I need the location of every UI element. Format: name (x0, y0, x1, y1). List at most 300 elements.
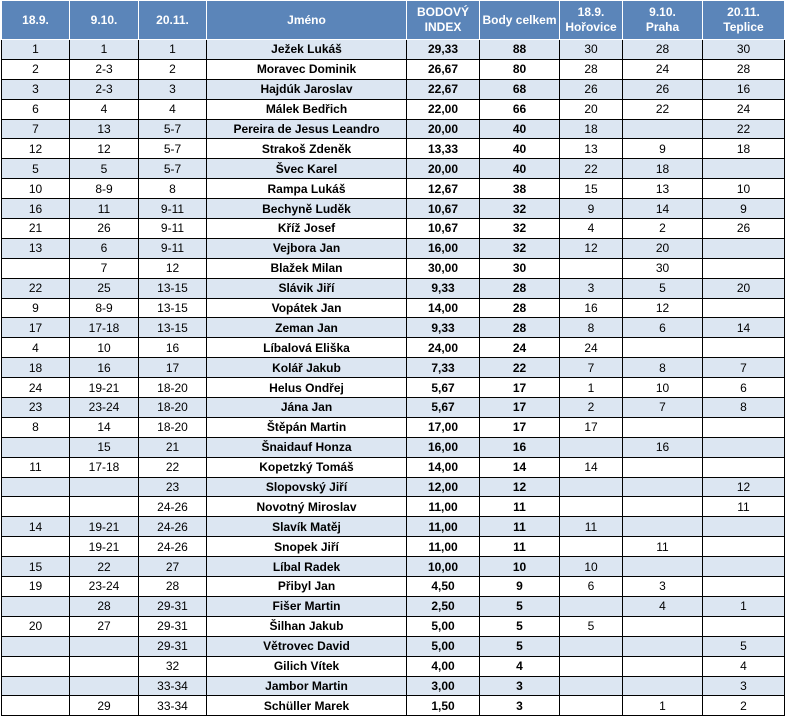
table-row[interactable] (2, 338, 785, 358)
cell-points-index: 12,00 (407, 477, 480, 497)
cell-name: Slavík Matěj (207, 517, 407, 537)
cell-teplice: 28 (703, 59, 785, 79)
cell-rank-9-10 (70, 477, 139, 497)
cell-rank-20-11: 21 (139, 437, 207, 457)
cell-horovice: 26 (560, 79, 623, 99)
table-row[interactable] (2, 557, 785, 577)
cell-praha: 30 (623, 258, 703, 278)
header-total-points[interactable]: Body celkem (480, 1, 560, 40)
cell-horovice (560, 437, 623, 457)
cell-praha: 7 (623, 398, 703, 418)
cell-rank-9-10: 26 (70, 219, 139, 239)
table-row[interactable] (2, 219, 785, 239)
cell-points-index: 2,50 (407, 596, 480, 616)
table-row[interactable] (2, 238, 785, 258)
cell-points-index: 12,67 (407, 179, 480, 199)
cell-praha: 4 (623, 596, 703, 616)
cell-total-points: 16 (480, 437, 560, 457)
cell-horovice: 24 (560, 338, 623, 358)
cell-rank-18-9 (2, 537, 70, 557)
cell-teplice: 10 (703, 179, 785, 199)
cell-rank-18-9: 2 (2, 59, 70, 79)
cell-rank-20-11: 24-26 (139, 517, 207, 537)
cell-name: Jambor Martin (207, 676, 407, 696)
cell-teplice: 18 (703, 139, 785, 159)
cell-rank-18-9 (2, 437, 70, 457)
header-points-index[interactable]: BODOVÝ INDEX (407, 1, 480, 40)
cell-total-points: 11 (480, 497, 560, 517)
cell-name: Slávik Jiří (207, 278, 407, 298)
cell-horovice (560, 258, 623, 278)
cell-teplice (703, 537, 785, 557)
cell-rank-9-10: 2-3 (70, 59, 139, 79)
cell-teplice (703, 238, 785, 258)
cell-total-points: 5 (480, 636, 560, 656)
cell-total-points: 40 (480, 119, 560, 139)
cell-points-index: 30,00 (407, 258, 480, 278)
cell-total-points: 66 (480, 99, 560, 119)
cell-teplice: 24 (703, 99, 785, 119)
table-row[interactable] (2, 79, 785, 99)
cell-name: Snopek Jiří (207, 537, 407, 557)
cell-points-index: 9,33 (407, 278, 480, 298)
cell-name: Vopátek Jan (207, 298, 407, 318)
cell-rank-20-11: 4 (139, 99, 207, 119)
table-row[interactable] (2, 278, 785, 298)
cell-praha: 5 (623, 278, 703, 298)
cell-rank-9-10: 23-24 (70, 398, 139, 418)
cell-rank-9-10: 19-21 (70, 517, 139, 537)
cell-total-points: 32 (480, 238, 560, 258)
cell-teplice: 8 (703, 398, 785, 418)
cell-horovice: 30 (560, 40, 623, 60)
cell-total-points: 24 (480, 338, 560, 358)
table-row[interactable] (2, 477, 785, 497)
cell-horovice: 11 (560, 517, 623, 537)
cell-rank-20-11: 24-26 (139, 537, 207, 557)
cell-name: Blažek Milan (207, 258, 407, 278)
cell-praha (623, 417, 703, 437)
cell-points-index: 17,00 (407, 417, 480, 437)
cell-total-points: 5 (480, 616, 560, 636)
cell-rank-9-10 (70, 636, 139, 656)
table-row[interactable] (2, 636, 785, 656)
table-row[interactable] (2, 596, 785, 616)
cell-rank-9-10: 16 (70, 358, 139, 378)
cell-name: Málek Bedřich (207, 99, 407, 119)
cell-teplice (703, 298, 785, 318)
cell-points-index: 7,33 (407, 358, 480, 378)
cell-rank-18-9 (2, 696, 70, 716)
cell-praha: 10 (623, 378, 703, 398)
cell-rank-20-11: 12 (139, 258, 207, 278)
cell-rank-20-11: 9-11 (139, 238, 207, 258)
cell-rank-20-11: 5-7 (139, 139, 207, 159)
cell-praha: 16 (623, 437, 703, 457)
cell-teplice: 6 (703, 378, 785, 398)
cell-rank-9-10 (70, 676, 139, 696)
cell-rank-9-10: 13 (70, 119, 139, 139)
cell-total-points: 11 (480, 517, 560, 537)
cell-total-points: 5 (480, 596, 560, 616)
cell-name: Líbalová Eliška (207, 338, 407, 358)
cell-teplice (703, 437, 785, 457)
cell-rank-9-10: 22 (70, 557, 139, 577)
cell-name: Ježek Lukáš (207, 40, 407, 60)
cell-name: Novotný Miroslav (207, 497, 407, 517)
cell-horovice: 6 (560, 577, 623, 597)
cell-points-index: 22,67 (407, 79, 480, 99)
cell-praha (623, 656, 703, 676)
cell-rank-18-9: 1 (2, 40, 70, 60)
cell-points-index: 20,00 (407, 119, 480, 139)
cell-points-index: 11,00 (407, 497, 480, 517)
cell-teplice: 30 (703, 40, 785, 60)
cell-rank-9-10: 5 (70, 159, 139, 179)
cell-name: Líbal Radek (207, 557, 407, 577)
cell-rank-9-10: 8-9 (70, 298, 139, 318)
cell-rank-20-11: 13-15 (139, 318, 207, 338)
cell-rank-18-9: 5 (2, 159, 70, 179)
cell-rank-9-10 (70, 656, 139, 676)
cell-name: Schüller Marek (207, 696, 407, 716)
cell-name: Šilhan Jakub (207, 616, 407, 636)
cell-horovice: 4 (560, 219, 623, 239)
cell-rank-18-9: 18 (2, 358, 70, 378)
cell-rank-9-10: 27 (70, 616, 139, 636)
cell-praha: 2 (623, 219, 703, 239)
cell-total-points: 14 (480, 457, 560, 477)
cell-teplice (703, 159, 785, 179)
cell-points-index: 29,33 (407, 40, 480, 60)
cell-teplice: 1 (703, 596, 785, 616)
cell-points-index: 16,00 (407, 238, 480, 258)
table-row[interactable] (2, 119, 785, 139)
cell-rank-18-9: 13 (2, 238, 70, 258)
cell-points-index: 26,67 (407, 59, 480, 79)
cell-points-index: 9,33 (407, 318, 480, 338)
cell-horovice: 5 (560, 616, 623, 636)
cell-rank-20-11: 18-20 (139, 398, 207, 418)
cell-horovice: 15 (560, 179, 623, 199)
cell-rank-18-9: 17 (2, 318, 70, 338)
table-row[interactable] (2, 378, 785, 398)
cell-rank-18-9: 3 (2, 79, 70, 99)
cell-name: Jána Jan (207, 398, 407, 418)
cell-horovice: 3 (560, 278, 623, 298)
cell-rank-18-9 (2, 636, 70, 656)
cell-points-index: 1,50 (407, 696, 480, 716)
cell-rank-20-11: 1 (139, 40, 207, 60)
header-teplice[interactable]: 20.11. Teplice (703, 1, 785, 40)
cell-horovice: 1 (560, 378, 623, 398)
cell-points-index: 5,00 (407, 616, 480, 636)
cell-rank-20-11: 33-34 (139, 696, 207, 716)
cell-points-index: 14,00 (407, 298, 480, 318)
table-row[interactable] (2, 577, 785, 597)
cell-praha (623, 457, 703, 477)
cell-total-points: 30 (480, 258, 560, 278)
cell-total-points: 28 (480, 298, 560, 318)
cell-teplice: 2 (703, 696, 785, 716)
cell-rank-20-11: 29-31 (139, 596, 207, 616)
cell-name: Bechyně Luděk (207, 199, 407, 219)
cell-rank-9-10: 12 (70, 139, 139, 159)
cell-points-index: 11,00 (407, 517, 480, 537)
cell-rank-20-11: 9-11 (139, 219, 207, 239)
cell-praha: 6 (623, 318, 703, 338)
table-row[interactable] (2, 159, 785, 179)
cell-name: Kopetzký Tomáš (207, 457, 407, 477)
cell-praha (623, 616, 703, 636)
cell-rank-9-10: 6 (70, 238, 139, 258)
cell-rank-20-11: 24-26 (139, 497, 207, 517)
header-rank-9-10[interactable]: 9.10. (70, 1, 139, 40)
cell-horovice: 16 (560, 298, 623, 318)
cell-name: Slopovský Jiří (207, 477, 407, 497)
cell-name: Rampa Lukáš (207, 179, 407, 199)
cell-rank-9-10: 4 (70, 99, 139, 119)
cell-rank-20-11: 9-11 (139, 199, 207, 219)
cell-rank-20-11: 5-7 (139, 119, 207, 139)
cell-horovice: 2 (560, 398, 623, 418)
cell-praha: 22 (623, 99, 703, 119)
cell-total-points: 68 (480, 79, 560, 99)
cell-rank-9-10: 1 (70, 40, 139, 60)
cell-name: Strakoš Zdeněk (207, 139, 407, 159)
cell-total-points: 40 (480, 159, 560, 179)
cell-points-index: 11,00 (407, 537, 480, 557)
header-horovice[interactable]: 18.9. Hořovice (560, 1, 623, 40)
cell-teplice: 22 (703, 119, 785, 139)
cell-praha (623, 636, 703, 656)
table-row[interactable] (2, 199, 785, 219)
cell-points-index: 10,67 (407, 219, 480, 239)
cell-rank-20-11: 28 (139, 577, 207, 597)
cell-rank-18-9: 16 (2, 199, 70, 219)
cell-rank-18-9: 15 (2, 557, 70, 577)
cell-horovice: 22 (560, 159, 623, 179)
cell-name: Zeman Jan (207, 318, 407, 338)
cell-total-points: 22 (480, 358, 560, 378)
cell-total-points: 17 (480, 398, 560, 418)
cell-points-index: 22,00 (407, 99, 480, 119)
cell-praha: 13 (623, 179, 703, 199)
cell-horovice (560, 656, 623, 676)
cell-total-points: 11 (480, 537, 560, 557)
cell-horovice (560, 497, 623, 517)
cell-total-points: 3 (480, 696, 560, 716)
cell-praha (623, 497, 703, 517)
table-row[interactable] (2, 437, 785, 457)
cell-praha (623, 338, 703, 358)
cell-praha: 20 (623, 238, 703, 258)
table-row[interactable] (2, 258, 785, 278)
cell-points-index: 14,00 (407, 457, 480, 477)
cell-teplice (703, 577, 785, 597)
cell-praha: 3 (623, 577, 703, 597)
cell-points-index: 5,67 (407, 398, 480, 418)
cell-rank-20-11: 2 (139, 59, 207, 79)
cell-total-points: 12 (480, 477, 560, 497)
header-row (2, 1, 785, 40)
header-rank-20-11[interactable]: 20.11. (139, 1, 207, 40)
cell-total-points: 88 (480, 40, 560, 60)
cell-rank-20-11: 8 (139, 179, 207, 199)
table-row[interactable] (2, 179, 785, 199)
cell-total-points: 9 (480, 577, 560, 597)
cell-teplice: 20 (703, 278, 785, 298)
cell-horovice: 12 (560, 238, 623, 258)
cell-rank-9-10: 17-18 (70, 457, 139, 477)
cell-points-index: 24,00 (407, 338, 480, 358)
table-row[interactable] (2, 318, 785, 338)
table-row[interactable] (2, 537, 785, 557)
cell-teplice: 4 (703, 656, 785, 676)
cell-rank-18-9: 9 (2, 298, 70, 318)
cell-rank-20-11: 32 (139, 656, 207, 676)
cell-name: Kolář Jakub (207, 358, 407, 378)
table-row[interactable] (2, 417, 785, 437)
header-rank-18-9[interactable]: 18.9. (2, 1, 70, 40)
cell-rank-20-11: 18-20 (139, 417, 207, 437)
cell-teplice (703, 417, 785, 437)
cell-rank-9-10: 17-18 (70, 318, 139, 338)
cell-name: Kříž Josef (207, 219, 407, 239)
cell-total-points: 32 (480, 219, 560, 239)
cell-points-index: 20,00 (407, 159, 480, 179)
cell-rank-9-10: 15 (70, 437, 139, 457)
cell-rank-18-9 (2, 676, 70, 696)
cell-horovice: 13 (560, 139, 623, 159)
cell-teplice (703, 517, 785, 537)
cell-praha: 28 (623, 40, 703, 60)
cell-teplice (703, 557, 785, 577)
table-row[interactable] (2, 358, 785, 378)
table-row[interactable] (2, 517, 785, 537)
cell-teplice (703, 338, 785, 358)
cell-horovice (560, 477, 623, 497)
cell-rank-18-9: 8 (2, 417, 70, 437)
table-row[interactable] (2, 59, 785, 79)
cell-points-index: 16,00 (407, 437, 480, 457)
cell-rank-18-9: 4 (2, 338, 70, 358)
cell-horovice: 10 (560, 557, 623, 577)
cell-rank-18-9: 24 (2, 378, 70, 398)
cell-rank-9-10: 11 (70, 199, 139, 219)
cell-praha (623, 119, 703, 139)
cell-rank-18-9 (2, 656, 70, 676)
cell-rank-18-9: 14 (2, 517, 70, 537)
cell-total-points: 10 (480, 557, 560, 577)
cell-praha (623, 517, 703, 537)
cell-rank-20-11: 3 (139, 79, 207, 99)
cell-total-points: 40 (480, 139, 560, 159)
cell-teplice: 14 (703, 318, 785, 338)
table-row[interactable] (2, 696, 785, 716)
cell-rank-9-10: 19-21 (70, 378, 139, 398)
cell-teplice (703, 258, 785, 278)
cell-rank-20-11: 27 (139, 557, 207, 577)
table-row[interactable] (2, 398, 785, 418)
cell-rank-20-11: 23 (139, 477, 207, 497)
cell-points-index: 3,00 (407, 676, 480, 696)
header-praha[interactable]: 9.10. Praha (623, 1, 703, 40)
table-row[interactable] (2, 656, 785, 676)
cell-rank-9-10: 7 (70, 258, 139, 278)
cell-teplice (703, 616, 785, 636)
cell-horovice (560, 596, 623, 616)
cell-praha: 14 (623, 199, 703, 219)
cell-rank-18-9: 19 (2, 577, 70, 597)
cell-horovice (560, 696, 623, 716)
cell-rank-9-10 (70, 497, 139, 517)
cell-rank-9-10: 25 (70, 278, 139, 298)
table-row[interactable] (2, 497, 785, 517)
cell-rank-9-10: 14 (70, 417, 139, 437)
table-row[interactable] (2, 40, 785, 60)
table-row[interactable] (2, 676, 785, 696)
table-row[interactable] (2, 298, 785, 318)
cell-praha (623, 676, 703, 696)
cell-praha: 24 (623, 59, 703, 79)
cell-rank-9-10: 28 (70, 596, 139, 616)
cell-rank-9-10: 10 (70, 338, 139, 358)
cell-name: Pereira de Jesus Leandro (207, 119, 407, 139)
results-table (1, 0, 785, 716)
cell-name: Moravec Dominik (207, 59, 407, 79)
cell-points-index: 4,00 (407, 656, 480, 676)
cell-teplice: 11 (703, 497, 785, 517)
cell-points-index: 4,50 (407, 577, 480, 597)
cell-rank-18-9 (2, 497, 70, 517)
cell-horovice: 28 (560, 59, 623, 79)
cell-name: Fišer Martin (207, 596, 407, 616)
table-row[interactable] (2, 99, 785, 119)
table-row[interactable] (2, 139, 785, 159)
cell-name: Gilich Vítek (207, 656, 407, 676)
cell-praha: 12 (623, 298, 703, 318)
cell-rank-18-9: 20 (2, 616, 70, 636)
cell-rank-20-11: 13-15 (139, 298, 207, 318)
cell-horovice: 20 (560, 99, 623, 119)
header-name[interactable]: Jméno (207, 1, 407, 40)
cell-points-index: 10,00 (407, 557, 480, 577)
cell-rank-9-10: 23-24 (70, 577, 139, 597)
cell-rank-18-9: 7 (2, 119, 70, 139)
cell-rank-20-11: 22 (139, 457, 207, 477)
cell-rank-18-9: 21 (2, 219, 70, 239)
table-row[interactable] (2, 457, 785, 477)
cell-total-points: 28 (480, 318, 560, 338)
cell-name: Hajdúk Jaroslav (207, 79, 407, 99)
cell-praha: 11 (623, 537, 703, 557)
cell-rank-20-11: 13-15 (139, 278, 207, 298)
cell-total-points: 80 (480, 59, 560, 79)
cell-rank-18-9: 22 (2, 278, 70, 298)
cell-teplice (703, 457, 785, 477)
table-row[interactable] (2, 616, 785, 636)
cell-rank-18-9 (2, 596, 70, 616)
cell-name: Vejbora Jan (207, 238, 407, 258)
cell-rank-20-11: 29-31 (139, 616, 207, 636)
cell-name: Přibyl Jan (207, 577, 407, 597)
cell-teplice: 16 (703, 79, 785, 99)
cell-horovice: 9 (560, 199, 623, 219)
cell-rank-18-9: 10 (2, 179, 70, 199)
cell-praha: 18 (623, 159, 703, 179)
cell-rank-20-11: 16 (139, 338, 207, 358)
